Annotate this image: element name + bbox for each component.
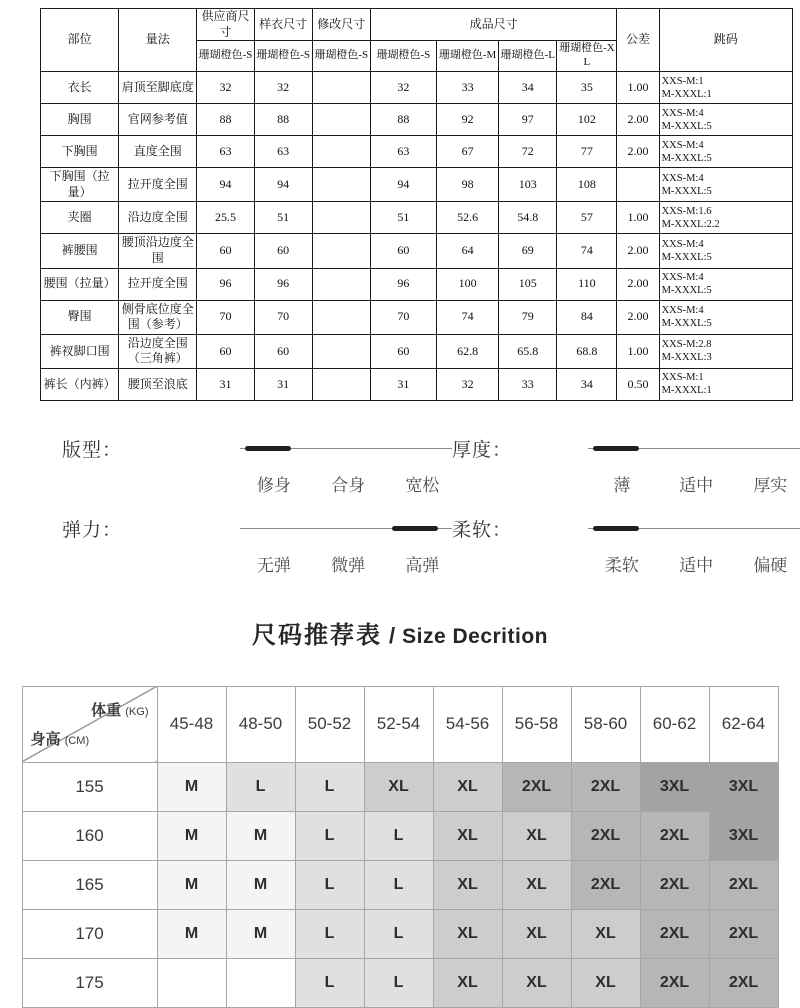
weight-col-header: 62-64	[709, 686, 778, 762]
spec-cell-part: 胸围	[41, 104, 119, 136]
spec-row	[41, 202, 793, 234]
spec-cell-finished-l: 34	[499, 72, 557, 104]
spec-row	[41, 72, 793, 104]
weight-axis-label: 体重 (KG)	[91, 701, 149, 719]
spec-cell-grading	[659, 202, 792, 234]
spec-cell-modified	[312, 334, 370, 368]
grading-line: XXS-M:4	[661, 107, 704, 119]
spec-cell-finished-s: 32	[370, 72, 436, 104]
spec-cell-finished-m: 32	[437, 368, 499, 400]
spec-cell-finished-xl: 74	[557, 234, 617, 268]
spec-cell-tolerance: 2.00	[617, 104, 659, 136]
spec-cell-grading	[659, 104, 792, 136]
spec-cell-method: 沿边度全围	[119, 202, 197, 234]
spec-cell-supplier: 63	[197, 136, 254, 168]
spec-cell-finished-s: 94	[370, 168, 436, 202]
grading-line: XXS-M:1	[661, 372, 704, 384]
spec-cell-tolerance: 2.00	[617, 136, 659, 168]
spec-subcol-sample-colorway: 珊瑚橙色-S	[254, 41, 312, 72]
spec-cell-finished-xl: 35	[557, 72, 617, 104]
spec-cell-finished-xl: 34	[557, 368, 617, 400]
spec-cell-finished-l: 79	[499, 300, 557, 334]
slider-scale-label: 厚实	[753, 475, 788, 495]
spec-cell-method: 腰顶沿边度全围	[119, 234, 197, 268]
spec-row	[41, 268, 793, 300]
spec-cell-tolerance	[617, 168, 659, 202]
height-label: 170	[22, 909, 157, 958]
size-cell	[157, 958, 226, 1007]
spec-cell-supplier: 96	[197, 268, 254, 300]
slider-scale-label: 微弹	[331, 555, 366, 575]
spec-cell-part: 下胸围	[41, 136, 119, 168]
spec-cell-sample: 51	[254, 202, 312, 234]
slider-indicator	[593, 526, 639, 531]
size-cell: M	[157, 811, 226, 860]
height-label: 175	[22, 958, 157, 1007]
grading-line: M-XXXL:2.2	[661, 218, 720, 230]
spec-cell-supplier: 60	[197, 334, 254, 368]
slider-scale-label: 修身	[256, 475, 291, 495]
spec-cell-finished-m: 92	[437, 104, 499, 136]
size-title-cn: 尺码推荐表	[252, 621, 382, 649]
spec-col-finished: 成品尺寸	[370, 9, 617, 41]
spec-row	[41, 104, 793, 136]
spec-cell-sample: 60	[254, 334, 312, 368]
grading-line: M-XXXL:5	[661, 318, 712, 330]
size-cell: L	[364, 860, 433, 909]
size-cell: 2XL	[709, 909, 778, 958]
spec-cell-method: 腰顶至浪底	[119, 368, 197, 400]
spec-cell-finished-xl: 57	[557, 202, 617, 234]
size-cell: XL	[433, 909, 502, 958]
slider-scale-label: 合身	[331, 475, 366, 495]
size-cell	[226, 958, 295, 1007]
slider-track	[588, 445, 800, 452]
size-cell: 3XL	[709, 762, 778, 811]
spec-col-tolerance: 公差	[617, 9, 659, 72]
slider-caption: 柔软：	[452, 519, 513, 541]
size-cell: XL	[571, 909, 640, 958]
slider-scale-label: 适中	[679, 555, 714, 575]
spec-cell-method: 拉开度全围	[119, 268, 197, 300]
weight-col-header: 48-50	[226, 686, 295, 762]
spec-cell-part: 裤衩脚口围	[41, 334, 119, 368]
slider-indicator	[392, 526, 438, 531]
slider-scale-label: 无弹	[256, 555, 291, 575]
height-label: 155	[22, 762, 157, 811]
spec-header-row-1	[41, 9, 793, 41]
spec-cell-grading	[659, 168, 792, 202]
spec-cell-finished-s: 31	[370, 368, 436, 400]
slider-scale-label: 高弹	[405, 555, 440, 575]
size-row	[22, 860, 778, 909]
height-axis-label: 身高 (CM)	[30, 730, 90, 748]
spec-col-method: 量法	[119, 9, 197, 72]
size-cell: 2XL	[640, 811, 709, 860]
spec-cell-part: 腰围（拉量）	[41, 268, 119, 300]
spec-cell-method: 直度全围	[119, 136, 197, 168]
spec-cell-finished-s: 60	[370, 334, 436, 368]
grading-line: M-XXXL:5	[661, 152, 712, 164]
spec-cell-tolerance: 2.00	[617, 300, 659, 334]
spec-cell-part: 裤腰围	[41, 234, 119, 268]
spec-subcol-supplier-colorway: 珊瑚橙色-S	[197, 41, 254, 72]
size-table-header-row	[22, 686, 778, 762]
grading-line: XXS-M:1.6	[661, 205, 712, 217]
spec-cell-sample: 88	[254, 104, 312, 136]
spec-cell-supplier: 94	[197, 168, 254, 202]
spec-col-sample: 样衣尺寸	[254, 9, 312, 41]
grading-line: M-XXXL:5	[661, 285, 712, 297]
slider-caption: 版型：	[62, 439, 123, 461]
size-cell: L	[295, 958, 364, 1007]
slider-indicator	[245, 446, 291, 451]
spec-subcol-finished-xl: 珊瑚橙色-XL	[557, 41, 617, 72]
spec-cell-supplier: 32	[197, 72, 254, 104]
spec-cell-finished-m: 98	[437, 168, 499, 202]
spec-cell-finished-s: 96	[370, 268, 436, 300]
spec-cell-supplier: 70	[197, 300, 254, 334]
slider-scale	[588, 551, 800, 573]
spec-cell-grading	[659, 234, 792, 268]
spec-cell-sample: 96	[254, 268, 312, 300]
spec-cell-finished-l: 72	[499, 136, 557, 168]
size-cell: 2XL	[502, 762, 571, 811]
weight-col-header: 50-52	[295, 686, 364, 762]
spec-cell-sample: 70	[254, 300, 312, 334]
attribute-slider-2	[452, 435, 800, 493]
spec-cell-part: 臀围	[41, 300, 119, 334]
spec-cell-finished-m: 33	[437, 72, 499, 104]
size-cell: 2XL	[640, 909, 709, 958]
weight-col-header: 60-62	[640, 686, 709, 762]
attribute-slider-1	[62, 435, 452, 493]
spec-cell-modified	[312, 368, 370, 400]
spec-cell-supplier: 60	[197, 234, 254, 268]
spec-cell-finished-m: 64	[437, 234, 499, 268]
spec-subcol-finished-l: 珊瑚橙色-L	[499, 41, 557, 72]
spec-row	[41, 368, 793, 400]
spec-cell-grading	[659, 268, 792, 300]
spec-cell-finished-s: 63	[370, 136, 436, 168]
size-cell: 3XL	[640, 762, 709, 811]
size-cell: XL	[502, 811, 571, 860]
spec-cell-method: 肩顶至脚底度	[119, 72, 197, 104]
slider-track	[588, 525, 800, 532]
grading-line: XXS-M:4	[661, 172, 704, 184]
size-cell: M	[157, 860, 226, 909]
size-table	[22, 686, 779, 1008]
spec-row	[41, 334, 793, 368]
slider-caption: 弹力：	[62, 519, 123, 541]
spec-table-body	[41, 72, 793, 401]
size-cell: M	[157, 762, 226, 811]
slider-scale	[588, 471, 800, 493]
spec-cell-supplier: 25.5	[197, 202, 254, 234]
spec-cell-finished-l: 97	[499, 104, 557, 136]
size-cell: XL	[433, 811, 502, 860]
spec-cell-finished-s: 70	[370, 300, 436, 334]
spec-cell-finished-xl: 84	[557, 300, 617, 334]
spec-cell-modified	[312, 72, 370, 104]
size-cell: L	[295, 811, 364, 860]
size-cell: L	[364, 811, 433, 860]
spec-cell-grading	[659, 368, 792, 400]
size-table-corner	[22, 686, 157, 762]
spec-cell-part: 下胸围（拉量）	[41, 168, 119, 202]
spec-cell-grading	[659, 72, 792, 104]
spec-cell-sample: 60	[254, 234, 312, 268]
grading-line: XXS-M:4	[661, 305, 704, 317]
height-label: 165	[22, 860, 157, 909]
spec-cell-tolerance: 0.50	[617, 368, 659, 400]
size-row	[22, 811, 778, 860]
size-row	[22, 762, 778, 811]
spec-cell-method: 沿边度全围（三角裤）	[119, 334, 197, 368]
size-cell: 3XL	[709, 811, 778, 860]
grading-line: M-XXXL:5	[661, 185, 712, 197]
slider-scale	[240, 551, 452, 573]
size-cell: 2XL	[571, 811, 640, 860]
size-cell: XL	[433, 762, 502, 811]
size-section-title	[0, 615, 800, 650]
spec-cell-finished-m: 52.6	[437, 202, 499, 234]
grading-line: XXS-M:4	[661, 238, 704, 250]
spec-cell-part: 裤长（内裤）	[41, 368, 119, 400]
weight-col-header: 58-60	[571, 686, 640, 762]
spec-cell-part: 衣长	[41, 72, 119, 104]
size-cell: XL	[502, 860, 571, 909]
size-cell: XL	[433, 958, 502, 1007]
size-cell: L	[364, 909, 433, 958]
size-row	[22, 909, 778, 958]
spec-cell-finished-m: 62.8	[437, 334, 499, 368]
grading-line: XXS-M:4	[661, 271, 704, 283]
slider-scale-label: 薄	[613, 475, 631, 495]
size-cell: XL	[364, 762, 433, 811]
spec-row	[41, 136, 793, 168]
slider-track	[240, 525, 452, 532]
attribute-slider-4	[452, 515, 800, 573]
spec-cell-modified	[312, 234, 370, 268]
spec-cell-finished-l: 69	[499, 234, 557, 268]
size-title-separator: /	[389, 622, 396, 648]
size-cell: XL	[502, 958, 571, 1007]
spec-row	[41, 168, 793, 202]
size-cell: 2XL	[571, 762, 640, 811]
weight-col-header: 56-58	[502, 686, 571, 762]
grading-line: M-XXXL:3	[661, 352, 712, 364]
attribute-slider-3	[62, 515, 452, 573]
grading-line: M-XXXL:5	[661, 251, 712, 263]
spec-col-part: 部位	[41, 9, 119, 72]
spec-cell-finished-s: 51	[370, 202, 436, 234]
grading-line: XXS-M:1	[661, 75, 704, 87]
spec-cell-finished-l: 54.8	[499, 202, 557, 234]
spec-row	[41, 234, 793, 268]
spec-cell-modified	[312, 104, 370, 136]
slider-scale-label: 偏硬	[753, 555, 788, 575]
spec-cell-tolerance: 1.00	[617, 334, 659, 368]
spec-cell-grading	[659, 334, 792, 368]
size-cell: XL	[433, 860, 502, 909]
spec-cell-finished-xl: 102	[557, 104, 617, 136]
spec-col-modified: 修改尺寸	[312, 9, 370, 41]
size-cell: 2XL	[709, 860, 778, 909]
spec-cell-modified	[312, 300, 370, 334]
spec-cell-method: 拉开度全围	[119, 168, 197, 202]
height-label: 160	[22, 811, 157, 860]
spec-cell-sample: 31	[254, 368, 312, 400]
attribute-sliders	[0, 435, 800, 573]
size-cell: 2XL	[640, 860, 709, 909]
spec-cell-sample: 63	[254, 136, 312, 168]
size-cell: 2XL	[640, 958, 709, 1007]
spec-cell-finished-l: 33	[499, 368, 557, 400]
slider-scale-label: 柔软	[604, 555, 639, 575]
slider-track	[240, 445, 452, 452]
grading-line: XXS-M:2.8	[661, 339, 712, 351]
size-cell: XL	[571, 958, 640, 1007]
spec-cell-finished-l: 105	[499, 268, 557, 300]
size-cell: L	[226, 762, 295, 811]
slider-scale-label: 适中	[679, 475, 714, 495]
size-cell: XL	[502, 909, 571, 958]
spec-cell-tolerance: 2.00	[617, 234, 659, 268]
spec-col-supplier: 供应商尺寸	[197, 9, 254, 41]
spec-cell-finished-l: 65.8	[499, 334, 557, 368]
size-cell: M	[157, 909, 226, 958]
spec-cell-supplier: 88	[197, 104, 254, 136]
spec-cell-grading	[659, 300, 792, 334]
spec-cell-method: 侧骨底位度全围（参考）	[119, 300, 197, 334]
size-cell: L	[295, 909, 364, 958]
grading-line: M-XXXL:1	[661, 385, 712, 397]
spec-cell-modified	[312, 136, 370, 168]
spec-subcol-finished-m: 珊瑚橙色-M	[437, 41, 499, 72]
grading-line: XXS-M:4	[661, 139, 704, 151]
spec-cell-finished-s: 88	[370, 104, 436, 136]
slider-indicator	[593, 446, 639, 451]
spec-cell-modified	[312, 168, 370, 202]
spec-cell-supplier: 31	[197, 368, 254, 400]
spec-table	[40, 8, 793, 401]
weight-col-header: 52-54	[364, 686, 433, 762]
size-cell: M	[226, 909, 295, 958]
size-cell: 2XL	[709, 958, 778, 1007]
weight-col-header: 45-48	[157, 686, 226, 762]
spec-cell-tolerance: 1.00	[617, 72, 659, 104]
size-cell: 2XL	[571, 860, 640, 909]
spec-cell-finished-l: 103	[499, 168, 557, 202]
size-chart-page	[0, 8, 800, 992]
weight-col-header: 54-56	[433, 686, 502, 762]
spec-row	[41, 300, 793, 334]
spec-cell-part: 夹圈	[41, 202, 119, 234]
spec-cell-grading	[659, 136, 792, 168]
spec-col-grading: 跳码	[659, 9, 792, 72]
slider-caption: 厚度：	[452, 439, 513, 461]
spec-subcol-modified-colorway: 珊瑚橙色-S	[312, 41, 370, 72]
size-cell: M	[226, 860, 295, 909]
size-title-en: Size Decrition	[402, 624, 548, 648]
spec-cell-method: 官网参考值	[119, 104, 197, 136]
spec-cell-finished-xl: 68.8	[557, 334, 617, 368]
size-cell: L	[364, 958, 433, 1007]
spec-cell-modified	[312, 268, 370, 300]
slider-scale-label: 宽松	[405, 475, 440, 495]
spec-cell-finished-xl: 110	[557, 268, 617, 300]
spec-cell-tolerance: 1.00	[617, 202, 659, 234]
size-row	[22, 958, 778, 1007]
spec-cell-finished-xl: 77	[557, 136, 617, 168]
grading-line: M-XXXL:1	[661, 88, 712, 100]
size-cell: L	[295, 860, 364, 909]
size-cell: M	[226, 811, 295, 860]
grading-line: M-XXXL:5	[661, 120, 712, 132]
spec-cell-finished-xl: 108	[557, 168, 617, 202]
slider-scale	[240, 471, 452, 493]
spec-cell-finished-m: 67	[437, 136, 499, 168]
spec-cell-sample: 32	[254, 72, 312, 104]
size-table-body	[22, 762, 778, 1007]
spec-cell-finished-s: 60	[370, 234, 436, 268]
spec-cell-finished-m: 74	[437, 300, 499, 334]
spec-cell-modified	[312, 202, 370, 234]
spec-subcol-finished-s: 珊瑚橙色-S	[370, 41, 436, 72]
spec-cell-sample: 94	[254, 168, 312, 202]
spec-cell-tolerance: 2.00	[617, 268, 659, 300]
spec-cell-finished-m: 100	[437, 268, 499, 300]
size-cell: L	[295, 762, 364, 811]
